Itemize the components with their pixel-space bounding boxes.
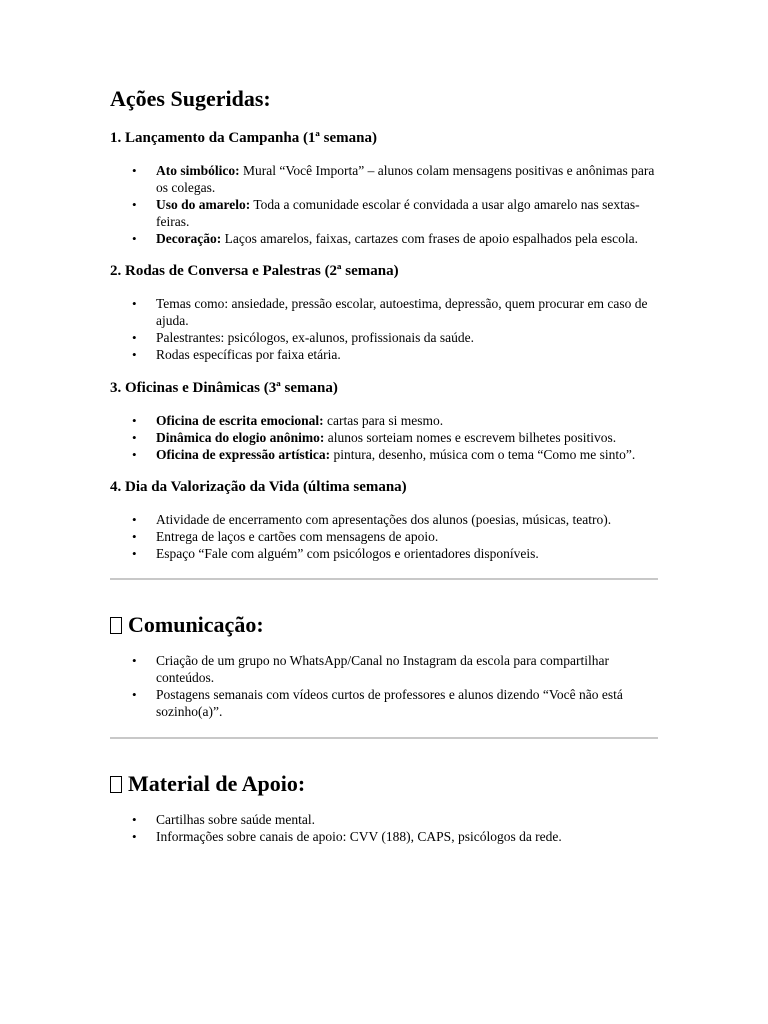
list-item: • Ato simbólico: Mural “Você Importa” – alunos colam mensagens positivas e anônimas para os colegas. [110, 162, 658, 196]
list-item: • Oficina de expressão artística: pintura, desenho, música com o tema “Como me sinto”. [110, 446, 658, 463]
document-content [110, 84, 658, 845]
list-item: • Cartilhas sobre saúde mental. [110, 811, 658, 828]
phase-2-list [110, 295, 658, 363]
phase-4-title: 4. Dia da Valorização da Vida (última semana) [110, 479, 407, 495]
list-item: • Informações sobre canais de apoio: CVV (188), CAPS, psicólogos da rede. [110, 828, 658, 845]
list-item: • Decoração: Laços amarelos, faixas, cartazes com frases de apoio espalhados pela escola. [110, 230, 658, 247]
list-item: • Postagens semanais com vídeos curtos de professores e alunos dizendo “Você não está sozinho(a)”. [110, 686, 658, 720]
list-item: • Oficina de escrita emocional: cartas para si mesmo. [110, 412, 658, 429]
list-item: • Criação de um grupo no WhatsApp/Canal no Instagram da escola para compartilhar conteúdos. [110, 652, 658, 686]
list-item: • Rodas específicas por faixa etária. [110, 346, 658, 363]
list-item: • Atividade de encerramento com apresentações dos alunos (poesias, músicas, teatro). [110, 511, 658, 528]
communication-list [110, 652, 658, 720]
phase-1-list [110, 162, 658, 247]
phase-2-title: 2. Rodas de Conversa e Palestras (2ª semana) [110, 263, 399, 279]
missing-glyph-icon [110, 776, 122, 793]
list-item: • Temas como: ansiedade, pressão escolar, autoestima, depressão, quem procurar em caso de ajuda. [110, 295, 658, 329]
phase-1-title: 1. Lançamento da Campanha (1ª semana) [110, 130, 378, 146]
list-item: • Espaço “Fale com alguém” com psicólogos e orientadores disponíveis. [110, 545, 658, 562]
list-item: • Palestrantes: psicólogos, ex-alunos, profissionais da saúde. [110, 329, 658, 346]
list-item: • Dinâmica do elogio anônimo: alunos sorteiam nomes e escrevem bilhetes positivos. [110, 429, 658, 446]
phase-3-title: 3. Oficinas e Dinâmicas (3ª semana) [110, 380, 338, 396]
divider [110, 737, 658, 739]
phase-3-list [110, 412, 658, 463]
phase-4-list [110, 511, 658, 562]
actions-heading: Ações Sugeridas: [110, 86, 271, 111]
list-item: • Entrega de laços e cartões com mensagens de apoio. [110, 528, 658, 545]
list-item: • Uso do amarelo: Toda a comunidade escolar é convidada a usar algo amarelo nas sextas-feiras. [110, 196, 658, 230]
missing-glyph-icon [110, 617, 122, 634]
support-heading: Material de Apoio: [110, 769, 658, 799]
divider [110, 578, 658, 580]
support-list [110, 811, 658, 845]
communication-heading: Comunicação: [110, 610, 658, 640]
